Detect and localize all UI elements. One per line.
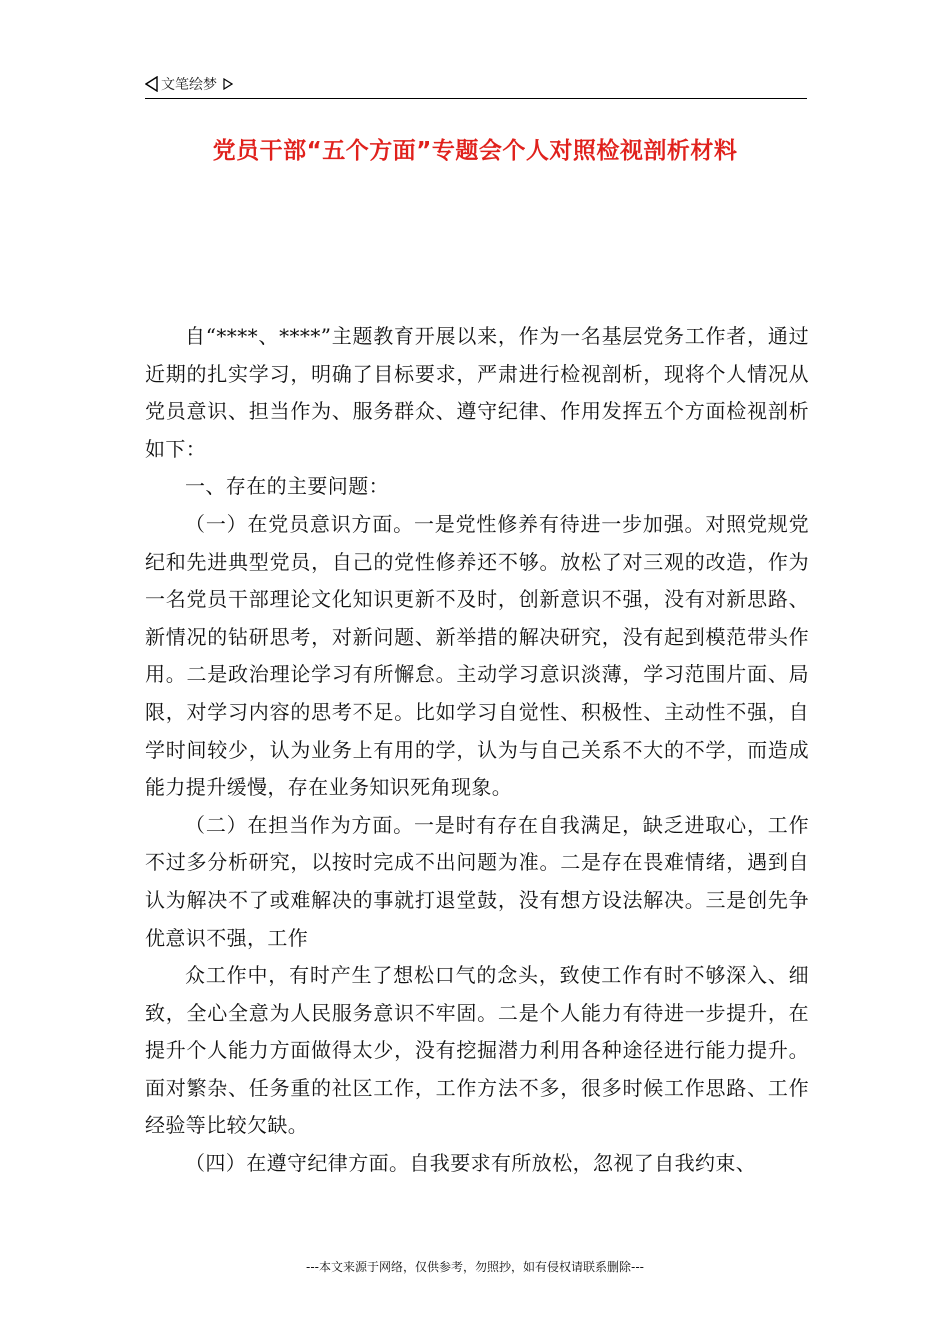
document-body: [145, 318, 809, 1183]
paragraph-serving-masses: 众工作中，有时产生了想松口气的念头，致使工作有时不够深入、细致，全心全意为人民服务意识不牢固。二是个人能力有待进一步提升，在提升个人能力方面做得太少，没有挖掘潜力利用各种途径进行能力提升。面对繁杂、任务重的社区工作，工作方法不多，很多时候工作思路、工作经验等比较欠缺。: [145, 963, 809, 1138]
section-heading: 一、存在的主要问题：: [185, 474, 389, 499]
page-footer: ---本文来源于网络，仅供参考，勿照抄，如有侵权请联系删除---: [306, 1260, 644, 1274]
intro-paragraph: 自“****、****”主题教育开展以来，作为一名基层党务工作者，通过近期的扎实学习，明确了目标要求，严肃进行检视剖析，现将个人情况从党员意识、担当作为、服务群众、遵守纪律、作用发挥五个方面检视剖析如下：: [145, 324, 809, 461]
header-brand: 文笔绘梦: [161, 77, 217, 93]
paragraph-responsibility: （二）在担当作为方面。一是时有存在自我满足，缺乏进取心，工作不过多分析研究，以按时完成不出问题为准。二是存在畏难情绪，遇到自认为解决不了或难解决的事就打退堂鼓，没有想方设法解决。三是创先争优意识不强，工作: [145, 812, 809, 950]
paragraph-party-awareness: （一）在党员意识方面。一是党性修养有待进一步加强。对照党规党纪和先进典型党员，自己的党性修养还不够。放松了对三观的改造，作为一名党员干部理论文化知识更新不及时，创新意识不强，没有对新思路、新情况的钻研思考，对新问题、新举措的解决研究，没有起到模范带头作用。二是政治理论学习有所懈怠。主动学习意识淡薄，学习范围片面、局限，对学习内容的思考不足。比如学习自觉性、积极性、主动性不强，自学时间较少，认为业务上有用的学，认为与自己关系不大的不学，而造成能力提升缓慢，存在业务知识死角现象。: [145, 511, 809, 800]
paragraph-discipline: （四）在遵守纪律方面。自我要求有所放松，忽视了自我约束、: [185, 1151, 757, 1176]
page-header: [145, 74, 807, 99]
right-triangle-icon: [223, 78, 233, 90]
left-triangle-icon: [145, 76, 158, 92]
document-title: 党员干部“五个方面”专题会个人对照检视剖析材料: [212, 138, 738, 164]
